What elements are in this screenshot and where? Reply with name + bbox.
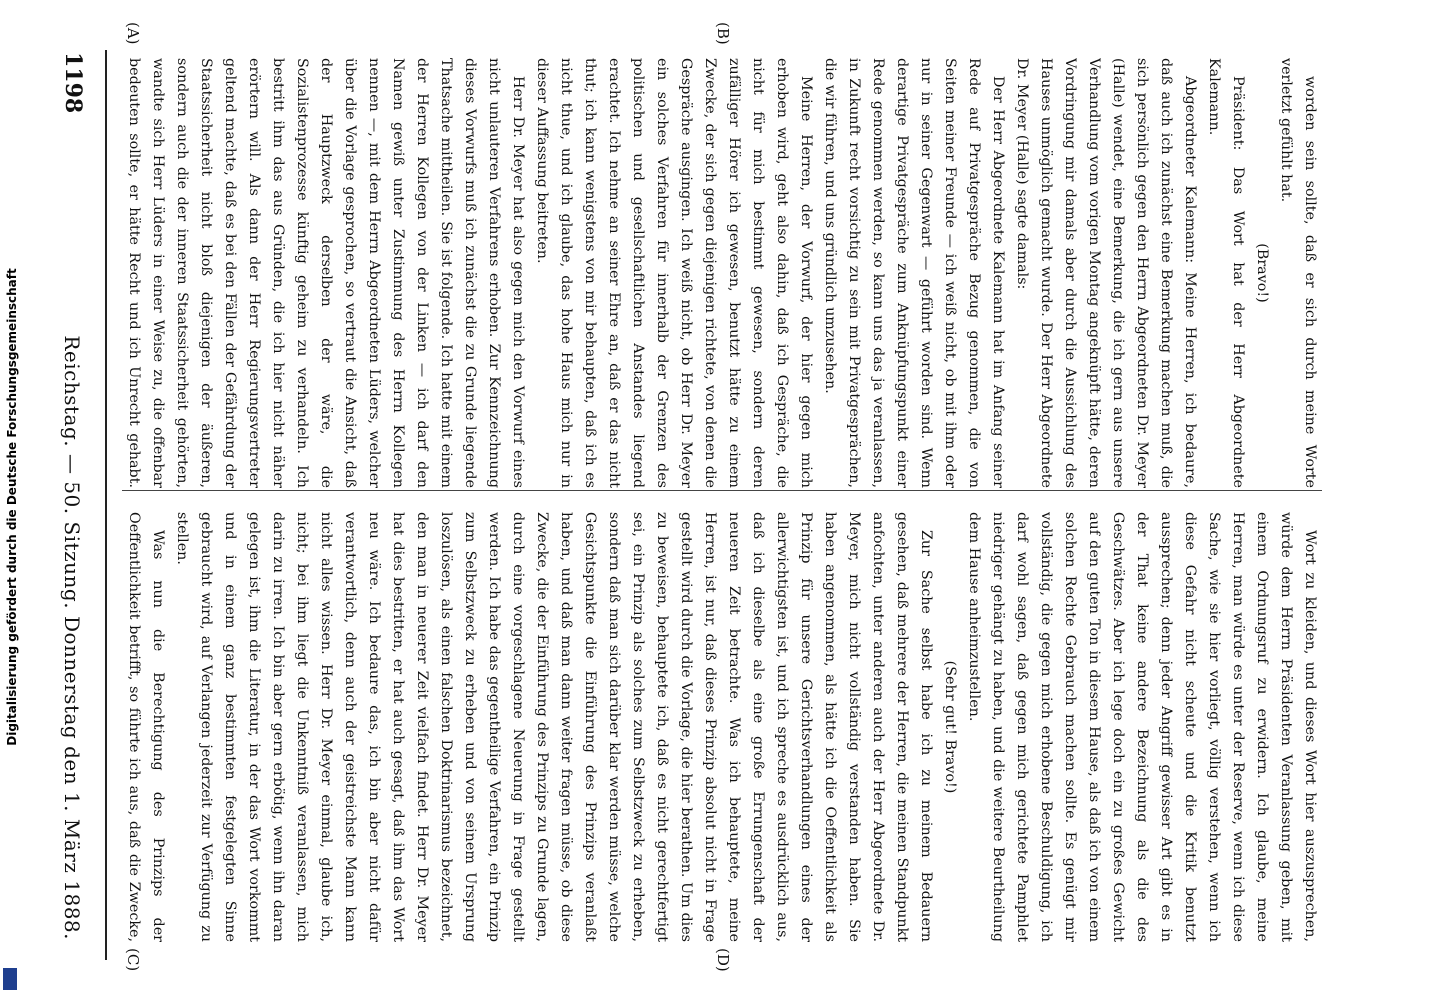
paragraph: (Bravo!)	[1254, 243, 1270, 303]
margin-mark-d: (D)	[714, 948, 732, 972]
paragraph: Meine Herren, der Vorwurf, der hier gegen mich erhoben wird, geht also dahin, daß ich Gespräche, die nicht für mich bestimmt gewesen, sondern deren zufälliger Hörer ich gewesen, benutzt hätte zu einem Zwecke, der sich gegen diejenigen richtete, von denen die Gespräche ausgingen. Ich weiß nicht, ob Herr Dr. Meyer ein solches Verfahren für innerhalb der Grenzen des politischen und gesellschaftlichen Anstandes liegend erachtet. Ich nehme an seiner Ehre an, daß er das nicht thut; ich kann wenigstens von mir behaupten, daß ich es nicht thue, und ich glaube, das hohe Haus mich nur in dieser Auffassung beitreten.	[534, 58, 814, 488]
right-column	[117, 512, 1322, 942]
margin-mark-b: (B)	[714, 22, 732, 45]
paragraph: Herr Dr. Meyer hat also gegen mich den Vorwurf eines nicht unlauteren Verfahrens erhoben. Zur Kennzeichnung dieses Vorwurfs muß ich zunächst die zu Grunde liegende Thatsache mittheilen. Sie ist folgende. Ich hatte mit einem der Herren Kollegen von der Linken — ich darf den Namen gewiß unter Zustimmung des Herrn Kollegen nennen —, mit dem Herrn Abgeordneten Lüders, welcher über die Vorlage gesprochen, so vertraut die Ansicht, daß der Hauptzweck derselben der wäre, die Sozialistenprozesse künftig geheim zu verhandeln. Ich bestritt ihm das aus Gründen, die ich hier nicht näher erörtern will. Als dann der Herr Regierungsvertreter geltend machte, daß es bei den Fällen der Gefährdung der Staatssicherheit nicht bloß diejenigen der äußeren, sondern auch die der inneren Staatssicherheit gehörten, wandte sich Herr Lüders in einer Weise zu, die offenbar bedeuten sollte, er hätte Recht und ich Unrecht gehabt.	[126, 58, 526, 488]
page-header	[52, 40, 92, 960]
header-rule	[105, 50, 107, 960]
paragraph: Abgeordneter Kalemann: Meine Herren, ich bedaure, daß auch ich zunächst eine Bemerkung machen muß, die sich persönlich gegen den Herrn Abgeordneten Dr. Meyer (Halle) wendet, eine Bemerkung, die ich gern aus unsere Verhandlung vom vorigen Montag angeknüpft hätte, deren Vordringung mir damals aber durch die Aussichlung des Hauses unmöglich gemacht wurde. Der Herr Abgeordnete Dr. Meyer (Halle) sagte damals:	[1014, 58, 1198, 488]
running-title: Reichstag. — 50. Sitzung. Donnerstag den 1. März 1888.	[60, 335, 84, 940]
page-number: 1198	[60, 52, 86, 114]
margin-mark-c: (C)	[124, 948, 142, 972]
paragraph: (Sehr gut! Bravo!)	[942, 660, 958, 794]
paragraph: Der Herr Abgeordnete Kalemann hat im Anfang seiner Rede auf Privatgespräche Bezug genommen, die von Seiten meiner Freunde — ich weiß nicht, ob mit ihm oder nur in seiner Gegenwart — geführt worden sind. Wenn derartige Privatgespräche zum Anknüpfungspunkt einer Rede genommen werden, so kann uns das ja veranlassen, in Zukunft recht vorsichtig zu sein mit Privatgesprächen, die wir führen, und uns gründlich umzusehen.	[822, 58, 1006, 488]
footer	[0, 0, 20, 1000]
column-separator	[122, 490, 1322, 491]
footer-text: Digitalisierung gefördert durch die Deutsche Forschungsgemeinschaft	[5, 268, 19, 746]
left-column	[117, 58, 1322, 488]
paragraph: Wort zu kleiden, und dieses Wort hier auszusprechen, würde dem Herrn Präsidenten Veranlassung geben, mit einem Ordnungsruf zu erwidern. Ich glaube, meine Herren, man würde es unter der Reserve, wenn ich diese Sache, wie sie hier vorliegt, völlig verstehen, wenn ich diese Gefahr nicht scheute und die Kritik benutzt aussprechen; denn jeder Angriff gewisser Art gibt es in der That keine andere Bezeichnung als die des Geschwätzes. Aber ich lege doch ein zu großes Gewicht auf den guten Ton in diesem Hause, als daß ich von einem solchen Rechte Gebrauch machen sollte. Es genügt mir vollständig, die gegen mich erhobene Beschuldigung, ich darf wohl sagen, daß gegen mich gerichtete Pamphlet niedriger gehängt zu haben, und die weitere Beurtheilung dem Hause anheimzustellen.	[966, 512, 1318, 942]
paragraph: Präsident: Das Wort hat der Herr Abgeordnete Kalemann.	[1206, 58, 1246, 488]
margin-mark-a: (A)	[124, 22, 142, 45]
paragraph: Was nun die Berechtigung des Prinzips der Oeffentlichkeit betrifft, so führte ich aus, daß die Zwecke,	[126, 512, 166, 942]
paragraph: Zur Sache selbst habe ich zu meinem Bedauern gesehen, daß mehrere der Herren, die meinen Standpunkt anfochten, unter anderen auch der Herr Abgeordnete Dr. Meyer, mich nicht vollständig verstanden haben. Sie haben angenommen, als hätte ich die Oeffentlichkeit als Prinzip für unsere Gerichtsverhandlungen eines der allerwichtigsten ist, und ich spreche es ausdrücklich aus, daß ich dieselbe als eine große Errungenschaft der neueren Zeit betrachte. Was ich behauptete, meine Herren, ist nur, daß dieses Prinzip absolut nicht in Frage gestellt wird durch die Vorlage, die hier berathen. Um dies zu beweisen, behauptete ich, daß es nicht gerechtfertigt sei, ein Prinzip als solches zum Selbstzweck zu erheben, sondern daß man sich darüber klar werden müsse, welche Gesichtspunkte die Einführung des Prinzips veranlaßt haben, und daß man dann weiter fragen müsse, ob diese Zwecke, die der Einführung des Prinzips zu Grunde lagen, durch eine vorgeschlagene Neuerung in Frage gestellt werden. Ich habe das gegentheilige Verfahren, ein Prinzip zum Selbstzweck zu erheben und von seinem Ursprung loszulösen, als einen falschen Doktrinarismus bezeichnet, den man in neuerer Zeit vielfach findet. Herr Dr. Meyer hat dies bestritten, er hat auch gesagt, daß ihm das Wort neu wäre. Ich bedaure das, ich bin aber nicht dafür verantwortlich, denn auch der geistreichste Mann kann nicht alles wissen. Herr Dr. Meyer einmal, glaube ich, nicht; bei ihm liegt die Unkenntniß veranlassen, mich darin zu irren. Ich bin aber gern erbötig, wenn ihn daran gelegen ist, ihm die Literatur, in der das Wort vorkommt und in einem ganz bestimmten festgelegten Sinne gebraucht wird, auf Verlangen jederzeit zur Verfügung zu stellen.	[174, 512, 934, 942]
paragraph: worden sein sollte, daß er sich durch meine Worte verletzt gefühlt hat.	[1278, 58, 1318, 488]
dfg-logo-icon	[3, 968, 17, 990]
